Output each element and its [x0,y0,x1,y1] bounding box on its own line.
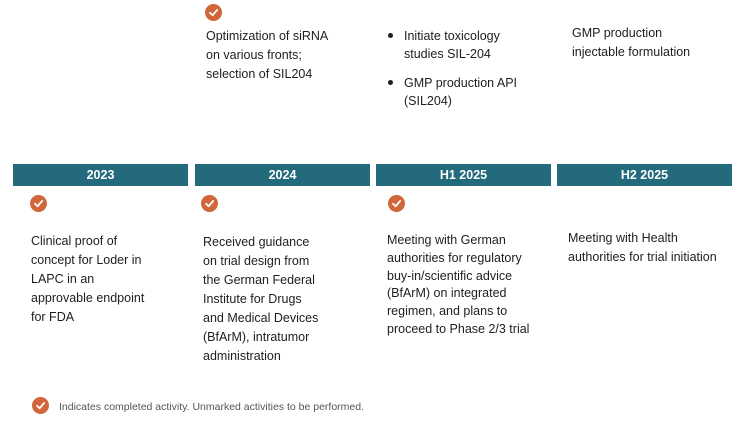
upper-col2-text: Optimization of siRNA on various fronts; selection of SIL204 [206,29,329,81]
timeline-bar-h1-2025: H1 2025 [376,164,551,186]
bullet-item: Initiate toxicology studies SIL-204 [388,27,517,63]
timeline-bar-2023: 2023 [13,164,188,186]
legend-text: Indicates completed activity. Unmarked activities to be performed. [59,401,365,413]
bullet-item: GMP production API (SIL204) [388,74,517,110]
legend-check-icon [32,397,49,414]
lower-col2-text: Received guidance on trial design from the German Federal Institute for Drugs and Medical Devices (BfArM), intratumor administration [203,235,319,363]
check-icon-lower-col3 [388,195,405,212]
lower-col4-text: Meeting with Health authorities for trial initiation [568,231,717,264]
lower-col1-text: Clinical proof of concept for Loder in LAPC in an approvable endpoint for FDA [31,234,145,324]
check-icon-lower-col2 [201,195,218,212]
lower-col3-text: Meeting with German authorities for regulatory buy-in/scientific advice (BfArM) on integrated regimen, and plans to proceed to Phase 2/3 trial [387,233,530,336]
upper-col4-text: GMP production injectable formulation [572,26,691,59]
check-icon-upper-col2 [205,4,222,21]
upper-col3-bullets [388,27,517,121]
timeline-bar-2024: 2024 [195,164,370,186]
check-icon-lower-col1 [30,195,47,212]
timeline-bar-h2-2025: H2 2025 [557,164,732,186]
